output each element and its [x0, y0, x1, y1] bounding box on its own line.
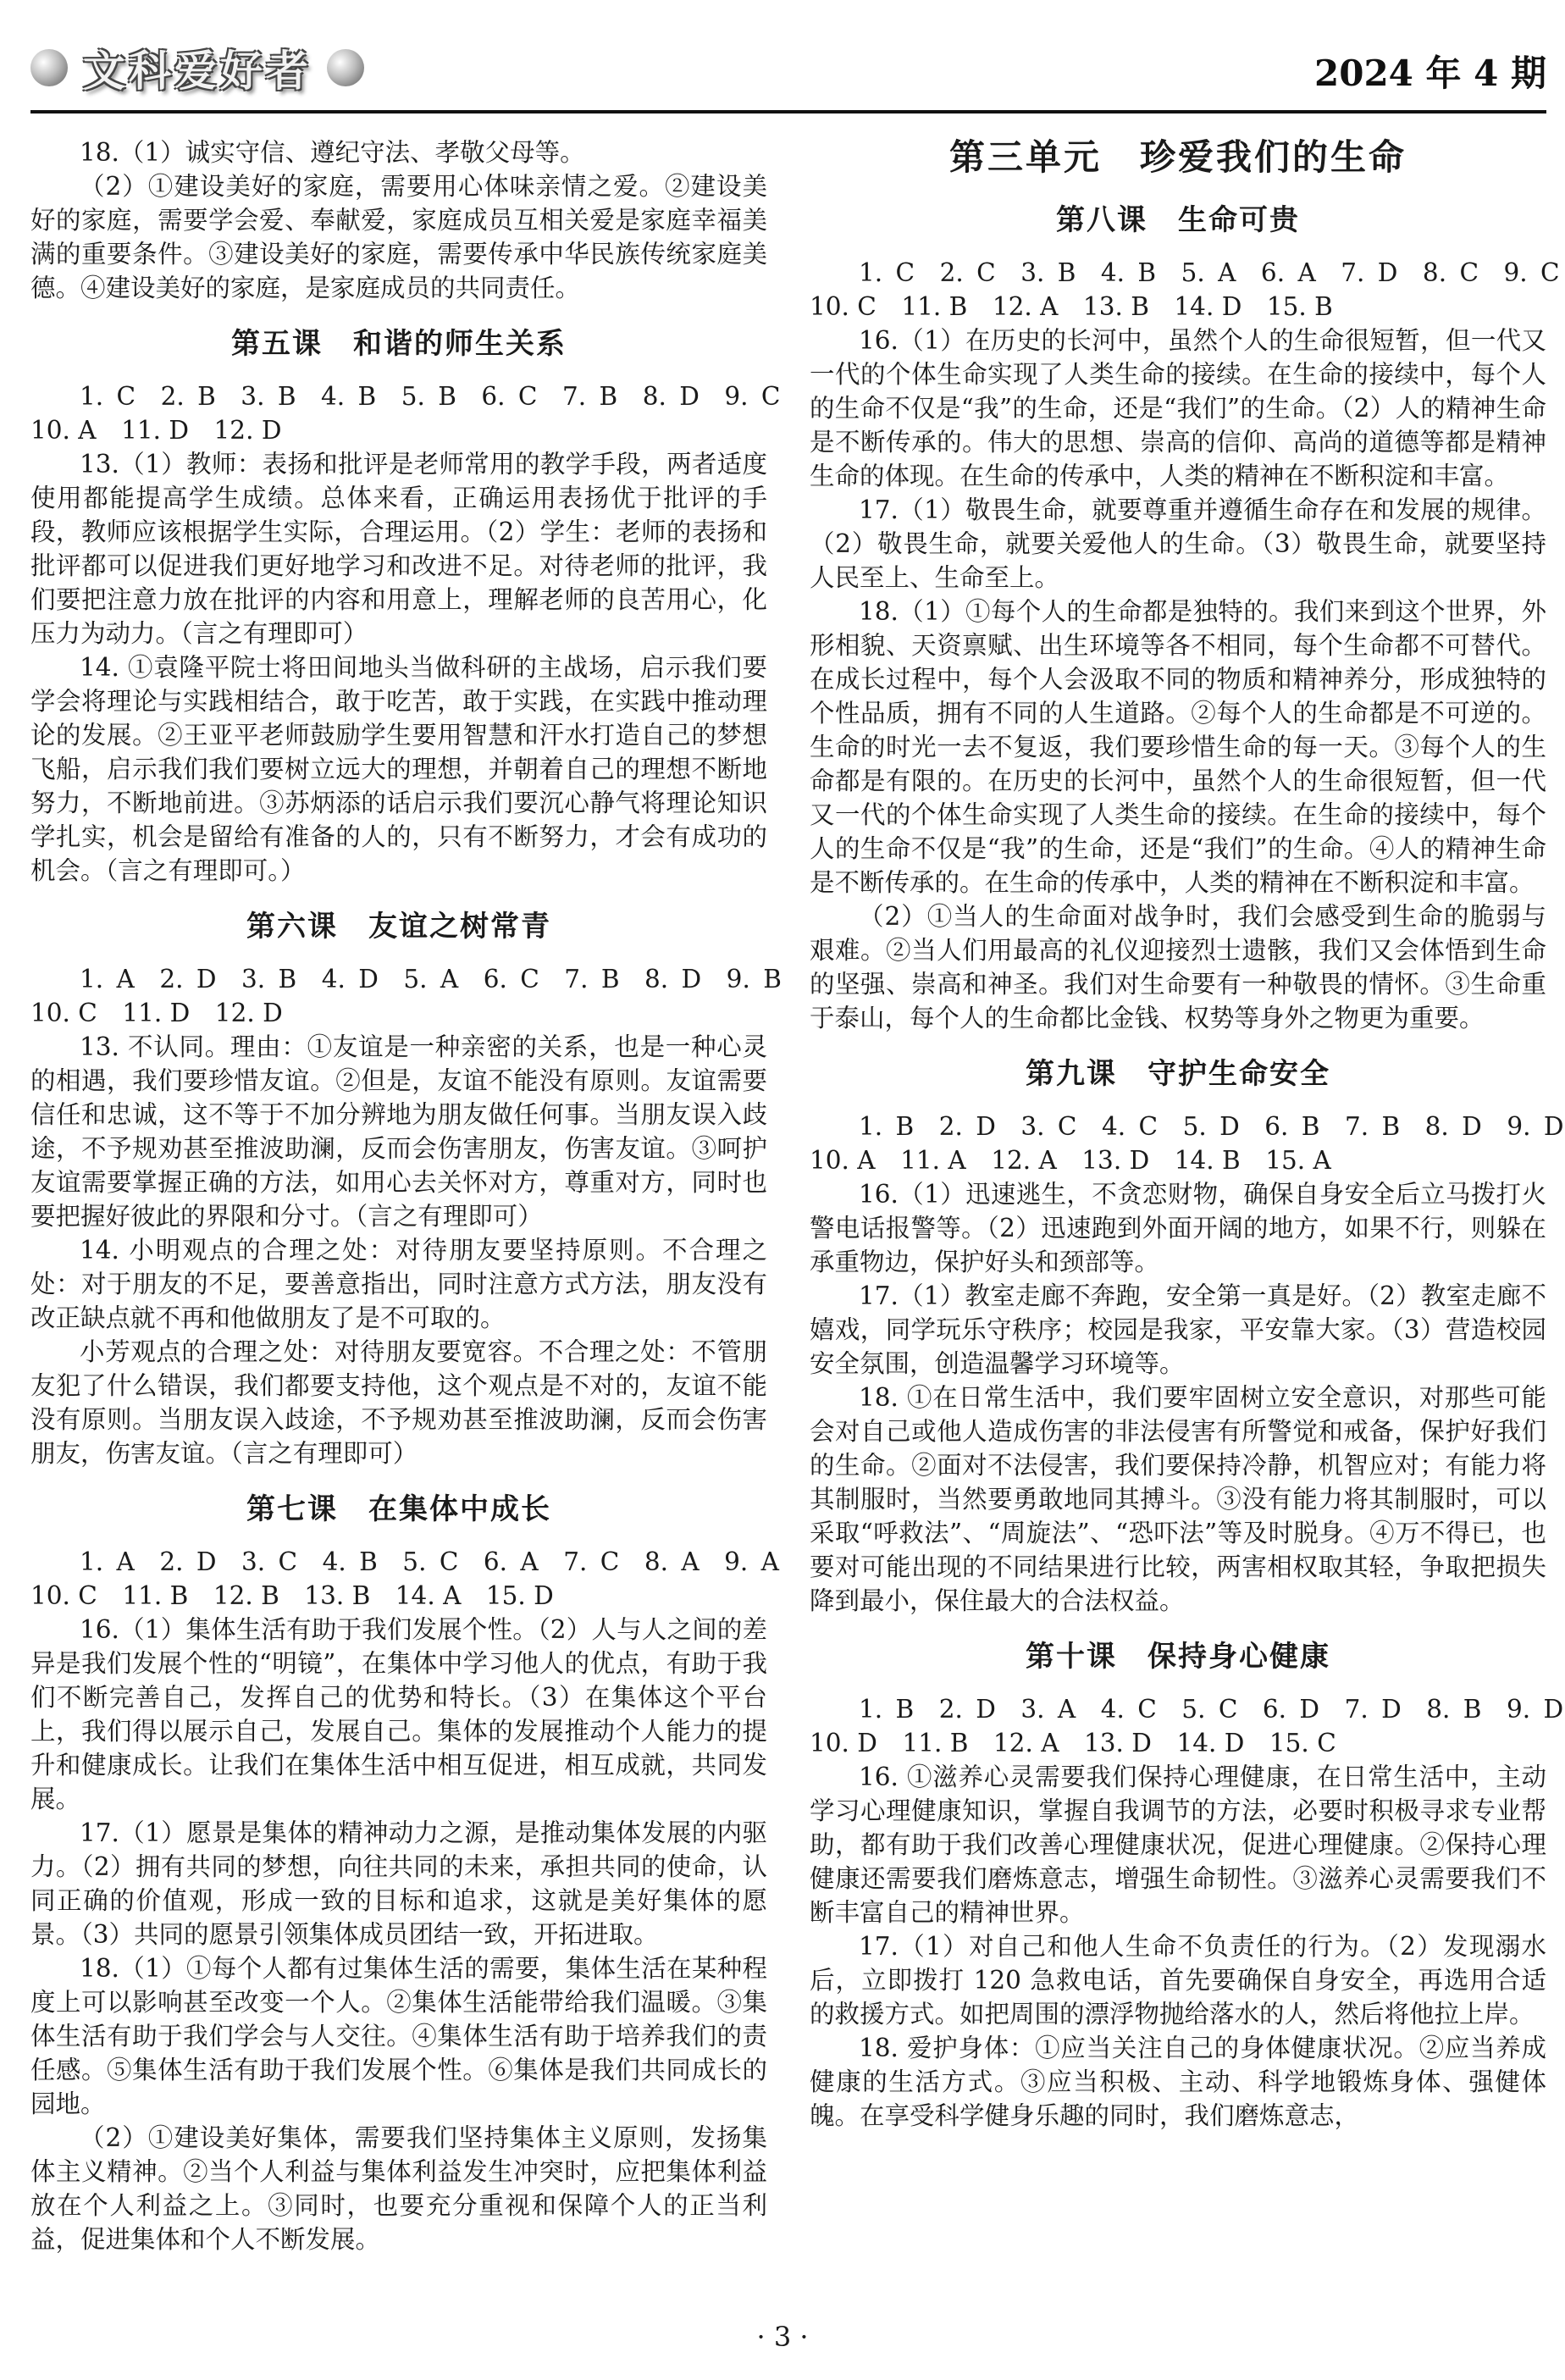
lesson6-answers — [30, 962, 782, 1470]
sphere-left-icon — [30, 49, 68, 86]
answer-paragraph: 小芳观点的合理之处：对待朋友要宽容。不合理之处：不管朋友犯了什么错误，我们都要支持他，这个观点是不对的，友谊不能没有原则。当朋友误入歧途，不予规劝甚至推波助澜，反而会伤害朋友，伤害友谊。（言之有理即可） — [30, 1337, 767, 1468]
page-number: · 3 · — [756, 2321, 809, 2353]
left-column — [30, 136, 782, 2256]
page-header — [30, 29, 1546, 107]
answer-paragraph: （2）①建设美好集体，需要我们坚持集体主义原则，发扬集体主义精神。②当个人利益与集体利益发生冲突时，应把集体利益放在个人利益之上。③同时，也要充分重视和保障个人的正当利益，促进集体和个人不断发展。 — [30, 2123, 767, 2254]
section-heading-lesson5: 第五课 和谐的师生关系 — [231, 327, 567, 361]
magazine-logo-text: 文科爱好者 — [83, 47, 312, 96]
right-column — [810, 136, 1564, 2133]
issue-label: 2024 年 4 期 — [1314, 53, 1546, 94]
answer-paragraph: 18. ①在日常生活中，我们要牢固树立安全意识，对那些可能会对自己或他人造成伤害的非法侵害有所警觉和戒备，保护好我们的生命。②面对不法侵害，我们要保持冷静，机智应对；有能力将其制服时，当然要勇敢地同其搏斗。③没有能力将其制服时，可以采取“呼救法”、“周旋法”、“恐吓法”等及时脱身。④万不得已，也要对可能出现的不同结果进行比较，两害相权取其轻，争取把损失降到最小，保住最大的合法权益。 — [810, 1383, 1546, 1615]
answer-key-line: 1. B 2. D 3. C 4. C 5. D 6. B 7. B 8. D 9. D — [859, 1112, 1564, 1141]
answer-paragraph: 16. ①滋养心灵需要我们保持心理健康，在日常生活中，主动学习心理健康知识，掌握自我调节的方法，必要时积极寻求专业帮助，都有助于我们改善心理健康状况，促进心理健康。②保持心理健康还需要我们磨炼意志，增强生命韧性。③滋养心灵需要我们不断丰富自己的精神世界。 — [810, 1763, 1546, 1927]
section-heading-lesson6: 第六课 友谊之树常青 — [246, 910, 551, 944]
answer-paragraph: 14. ①袁隆平院士将田间地头当做科研的主战场，启示我们要学会将理论与实践相结合，敢于吃苦，敢于实践，在实践中推动理论的发展。②王亚平老师鼓励学生要用智慧和汗水打造自己的梦想飞船，启示我们我们要树立远大的理想，并朝着自己的理想不断地努力，不断地前进。③苏炳添的话启示我们要沉心静气将理论知识学扎实，机会是留给有准备的人的，只有不断努力，才会有成功的机会。（言之有理即可。） — [30, 653, 767, 885]
answer-key-line: 10. C 11. B 12. A 13. B 14. D 15. B — [810, 292, 1333, 321]
header-rule — [30, 110, 1546, 113]
magazine-brand — [30, 29, 364, 107]
section-heading-lesson10: 第十课 保持身心健康 — [1026, 1640, 1330, 1674]
answer-key-line: 10. A 11. D 12. D — [30, 416, 282, 445]
answer-paragraph: 18.（1）①每个人的生命都是独特的。我们来到这个世界，外形相貌、天资禀赋、出生环境等各不相同，每个生命都不可替代。在成长过程中，每个人会汲取不同的物质和精神养分，形成独特的个性品质，拥有不同的人生道路。②每个人的生命都是不可逆的。生命的时光一去不复返，我们要珍惜生命的每一天。③每个人的生命都是有限的。在历史的长河中，虽然个人的生命很短暂，但一代又一代的个体生命实现了人类生命的接续。在生命的接续中，每个人的生命不仅是“我”的生命，还是“我们”的生命。④人的精神生命是不断传承的。在生命的传承中，人类的精神在不断积淀和丰富。 — [810, 597, 1546, 897]
answer-paragraph: 16.（1）在历史的长河中，虽然个人的生命很短暂，但一代又一代的个体生命实现了人类生命的接续。在生命的接续中，每个人的生命不仅是“我”的生命，还是“我们”的生命。（2）人的精神生命是不断传承的。伟大的思想、崇高的信仰、高尚的道德等都是精神生命的体现。在生命的传承中，人类的精神在不断积淀和丰富。 — [810, 326, 1546, 490]
answer-key-line: 10. D 11. B 12. A 13. D 14. D 15. C — [810, 1729, 1336, 1757]
unit-heading: 第三单元 珍爱我们的生命 — [948, 136, 1407, 178]
answer-paragraph: 16.（1）迅速逃生，不贪恋财物，确保自身安全后立马拨打火警电话报警等。（2）迅速跑到外面开阔的地方，如果不行，则躲在承重物边，保护好头和颈部等。 — [810, 1180, 1546, 1276]
answer-key-line: 1. C 2. B 3. B 4. B 5. B 6. C 7. B 8. D 9. C — [80, 382, 781, 411]
answer-key-line: 1. A 2. D 3. C 4. B 5. C 6. A 7. C 8. A 9. A — [80, 1547, 779, 1576]
answer-paragraph: 17.（1）敬畏生命，就要尊重并遵循生命存在和发展的规律。（2）敬畏生命，就要关爱他人的生命。（3）敬畏生命，就要坚持人民至上、生命至上。 — [810, 495, 1546, 592]
answer-key-line: 10. A 11. A 12. A 13. D 14. B 15. A — [810, 1146, 1331, 1175]
answer-key-line: 1. B 2. D 3. A 4. C 5. C 6. D 7. D 8. B 9. D — [859, 1695, 1564, 1724]
section-heading-lesson8: 第八课 生命可贵 — [1056, 203, 1300, 237]
answer-key-line: 10. C 11. D 12. D — [30, 999, 283, 1027]
answer-paragraph: 18.（1）①每个人都有过集体生活的需要，集体生活在某种程度上可以影响甚至改变一个人。②集体生活能带给我们温暖。③集体生活有助于我们学会与人交往。④集体生活有助于培养我们的责任感。⑤集体生活有助于我们发展个性。⑥集体是我们共同成长的园地。 — [30, 1954, 767, 2118]
lesson10-answers — [810, 1692, 1564, 2133]
answer-key-line: 10. C 11. B 12. B 13. B 14. A 15. D — [30, 1581, 554, 1610]
sphere-right-icon — [327, 49, 364, 86]
answer-paragraph: 14. 小明观点的合理之处：对待朋友要坚持原则。不合理之处：对于朋友的不足，要善意指出，同时注意方式方法，朋友没有改正缺点就不再和他做朋友了是不可取的。 — [30, 1236, 767, 1332]
answer-paragraph: 13.（1）教师：表扬和批评是老师常用的教学手段，两者适度使用都能提高学生成绩。总体来看，正确运用表扬优于批评的手段，教师应该根据学生实际，合理运用。（2）学生：老师的表扬和批评都可以促进我们更好地学习和改进不足。对待老师的批评，我们要把注意力放在批评的内容和用意上，理解老师的良苦用心，化压力为动力。（言之有理即可） — [30, 450, 767, 648]
lesson8-answers — [810, 256, 1560, 1035]
section-heading-lesson9: 第九课 守护生命安全 — [1026, 1057, 1330, 1091]
answer-paragraph: 16.（1）集体生活有助于我们发展个性。（2）人与人之间的差异是我们发展个性的“明镜”，在集体中学习他人的优点，有助于我们不断完善自己，发挥自己的优势和特长。（3）在集体这个平台上，我们得以展示自己，发展自己。集体的发展推动个人能力的提升和健康成长。让我们在集体生活中相互促进，相互成就，共同发展。 — [30, 1615, 767, 1813]
answer-paragraph: （2）①当人的生命面对战争时，我们会感受到生命的脆弱与艰难。②当人们用最高的礼仪迎接烈士遗骸，我们又会体悟到生命的坚强、崇高和神圣。我们对生命要有一种敬畏的情怀。③生命重于泰山，每个人的生命都比金钱、权势等身外之物更为重要。 — [810, 902, 1546, 1032]
section-heading-lesson7: 第七课 在集体中成长 — [246, 1492, 551, 1526]
answer-paragraph: 18.（1）诚实守信、遵纪守法、孝敬父母等。 — [80, 138, 585, 167]
answer-key-line: 1. C 2. C 3. B 4. B 5. A 6. A 7. D 8. C 9. C — [859, 258, 1560, 287]
lesson7-answers — [30, 1545, 779, 2256]
answer-key-line: 1. A 2. D 3. B 4. D 5. A 6. C 7. B 8. D 9. B — [80, 965, 782, 994]
answer-paragraph: 13. 不认同。理由：①友谊是一种亲密的关系，也是一种心灵的相遇，我们要珍惜友谊。②但是，友谊不能没有原则。友谊需要信任和忠诚，这不等于不加分辨地为朋友做任何事。当朋友误入歧途，不予规劝甚至推波助澜，反而会伤害朋友，伤害友谊。③呵护友谊需要掌握正确的方法，如用心去关怀对方，尊重对方，同时也要把握好彼此的界限和分寸。（言之有理即可） — [30, 1032, 767, 1231]
answer-paragraph: 17.（1）对自己和他人生命不负责任的行为。（2）发现溺水后，立即拨打 120 急救电话，首先要确保自身安全，再选用合适的救援方式。如把周围的漂浮物抛给落水的人，然后将他拉上岸。 — [810, 1932, 1546, 2029]
lesson5-answers — [30, 379, 781, 888]
family-answers — [30, 136, 767, 305]
lesson9-answers — [810, 1110, 1564, 1618]
answer-paragraph: 18. 爱护身体：①应当关注自己的身体健康状况。②应当养成健康的生活方式。③应当积极、主动、科学地锻炼身体、强健体魄。在享受科学健身乐趣的同时，我们磨炼意志， — [810, 2034, 1546, 2130]
answer-paragraph: 17.（1）愿景是集体的精神动力之源，是推动集体发展的内驱力。（2）拥有共同的梦想，向往共同的未来，承担共同的使命，认同正确的价值观，形成一致的目标和追求，这就是美好集体的愿景。（3）共同的愿景引领集体成员团结一致，开拓进取。 — [30, 1818, 767, 1949]
answer-paragraph: 17.（1）教室走廊不奔跑，安全第一真是好。（2）教室走廊不嬉戏，同学玩乐守秩序；校园是我家，平安靠大家。（3）营造校园安全氛围，创造温馨学习环境等。 — [810, 1281, 1546, 1378]
answer-paragraph: （2）①建设美好的家庭，需要用心体味亲情之爱。②建设美好的家庭，需要学会爱、奉献爱，家庭成员互相关爱是家庭幸福美满的重要条件。③建设美好的家庭，需要传承中华民族传统家庭美德。④建设美好的家庭，是家庭成员的共同责任。 — [30, 172, 767, 302]
